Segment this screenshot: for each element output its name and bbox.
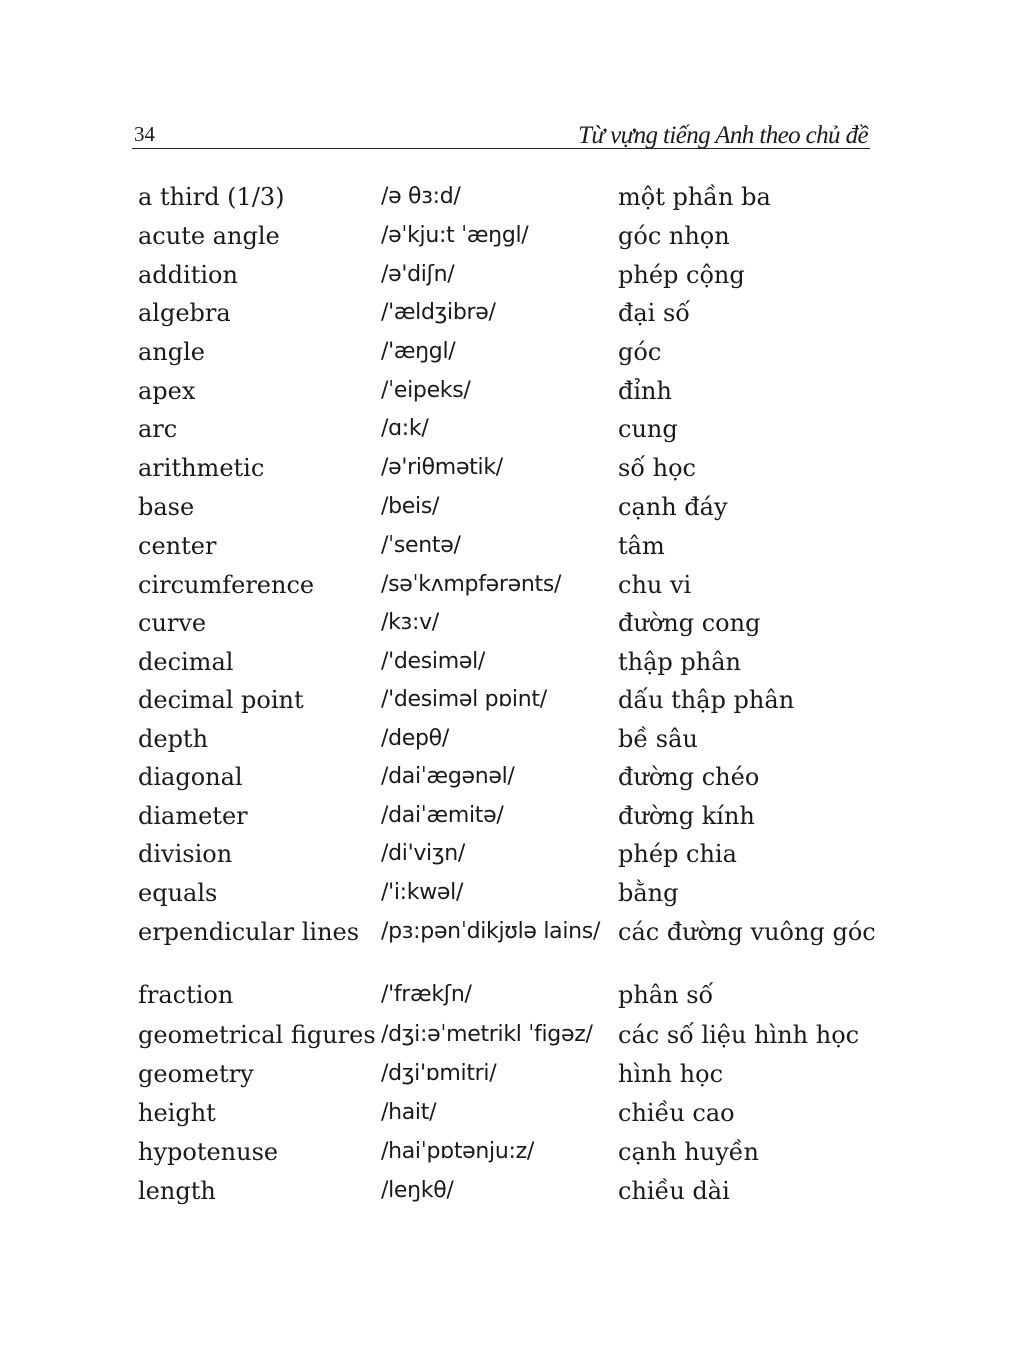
ipa-transcription: /haiˈpɒtənju:z/ — [381, 1139, 534, 1164]
english-term: division — [138, 840, 233, 868]
ipa-transcription: /beis/ — [381, 494, 440, 519]
english-term: depth — [138, 725, 209, 753]
vietnamese-meaning: phép cộng — [618, 261, 745, 289]
ipa-transcription: /ˈsentə/ — [381, 533, 461, 558]
vietnamese-meaning: đường chéo — [618, 763, 760, 791]
vocab-row — [0, 178, 1024, 216]
vocab-row — [0, 976, 1024, 1014]
ipa-transcription: /ə'riθmətik/ — [381, 455, 503, 480]
ipa-transcription: /'desiməl/ — [381, 649, 486, 674]
vietnamese-meaning: bề sâu — [618, 725, 698, 753]
english-term: equals — [138, 879, 218, 907]
english-term: arithmetic — [138, 454, 265, 482]
vietnamese-meaning: đường kính — [618, 802, 755, 830]
vietnamese-meaning: tâm — [618, 532, 665, 560]
vietnamese-meaning: chu vi — [618, 571, 692, 599]
vocab-row — [0, 488, 1024, 526]
vocab-row — [0, 256, 1024, 294]
page-header — [132, 112, 870, 149]
vocab-row — [0, 449, 1024, 487]
english-term: curve — [138, 609, 207, 637]
ipa-transcription: /daiˈæmitə/ — [381, 803, 504, 828]
vietnamese-meaning: bằng — [618, 879, 679, 907]
vietnamese-meaning: thập phân — [618, 648, 741, 676]
english-term: arc — [138, 415, 178, 443]
english-term: apex — [138, 377, 196, 405]
english-term: acute angle — [138, 222, 280, 250]
vocab-row — [0, 372, 1024, 410]
ipa-transcription: /ə θɜ:d/ — [381, 184, 461, 209]
vietnamese-meaning: chiều dài — [618, 1177, 730, 1205]
vocab-row — [0, 410, 1024, 448]
vocab-row — [0, 1133, 1024, 1171]
vocab-row — [0, 874, 1024, 912]
ipa-transcription: /kɜ:v/ — [381, 610, 439, 635]
vietnamese-meaning: góc — [618, 338, 662, 366]
english-term: hypotenuse — [138, 1138, 279, 1166]
vietnamese-meaning: góc nhọn — [618, 222, 730, 250]
vietnamese-meaning: cạnh đáy — [618, 493, 728, 521]
vietnamese-meaning: hình học — [618, 1060, 724, 1088]
vietnamese-meaning: cung — [618, 415, 678, 443]
vietnamese-meaning: phép chia — [618, 840, 737, 868]
ipa-transcription: /leŋkθ/ — [381, 1178, 454, 1203]
vocab-row — [0, 913, 1024, 951]
vietnamese-meaning: phân số — [618, 981, 714, 1009]
ipa-transcription: /dʒi'ɒmitri/ — [381, 1061, 497, 1086]
ipa-transcription: /səˈkʌmpfərənts/ — [381, 572, 562, 597]
vocab-row — [0, 681, 1024, 719]
vietnamese-meaning: số học — [618, 454, 696, 482]
english-term: length — [138, 1177, 216, 1205]
ipa-transcription: /əˈkju:t ˈæŋgl/ — [381, 223, 529, 248]
english-term: geometrical figures — [138, 1021, 376, 1049]
vocab-row — [0, 527, 1024, 565]
vocab-row — [0, 720, 1024, 758]
english-term: erpendicular lines — [138, 918, 360, 946]
vocab-row — [0, 758, 1024, 796]
ipa-transcription: /pɜ:pənˈdikjʊlə lains/ — [381, 919, 601, 944]
vietnamese-meaning: các đường vuông góc — [618, 918, 876, 946]
vietnamese-meaning: dấu thập phân — [618, 686, 795, 714]
vocab-row — [0, 643, 1024, 681]
vocab-row — [0, 1094, 1024, 1132]
english-term: decimal — [138, 648, 234, 676]
vocab-row — [0, 1055, 1024, 1093]
ipa-transcription: /di'viʒn/ — [381, 841, 466, 866]
english-term: fraction — [138, 981, 234, 1009]
vietnamese-meaning: chiều cao — [618, 1099, 735, 1127]
vocab-row — [0, 604, 1024, 642]
vietnamese-meaning: đỉnh — [618, 377, 672, 405]
ipa-transcription: /daiˈægənəl/ — [381, 764, 515, 789]
ipa-transcription: /'ældʒibrə/ — [381, 300, 496, 325]
english-term: circumference — [138, 571, 315, 599]
vietnamese-meaning: một phần ba — [618, 183, 771, 211]
vocab-row — [0, 1016, 1024, 1054]
vocab-row — [0, 333, 1024, 371]
vietnamese-meaning: đường cong — [618, 609, 761, 637]
english-term: geometry — [138, 1060, 254, 1088]
vocab-row — [0, 294, 1024, 332]
ipa-transcription: /depθ/ — [381, 726, 449, 751]
english-term: a third (1/3) — [138, 183, 285, 211]
ipa-transcription: /dʒi:əˈmetrikl ˈfigəz/ — [381, 1022, 593, 1047]
vietnamese-meaning: các số liệu hình học — [618, 1021, 860, 1049]
vocab-row — [0, 1172, 1024, 1210]
vocab-row — [0, 835, 1024, 873]
running-title: Từ vựng tiếng Anh theo chủ đề — [578, 122, 868, 149]
page-number: 34 — [134, 122, 155, 146]
vietnamese-meaning: đại số — [618, 299, 690, 327]
vocab-row — [0, 797, 1024, 835]
english-term: decimal point — [138, 686, 304, 714]
vocab-row — [0, 566, 1024, 604]
ipa-transcription: /ə'diʃn/ — [381, 262, 455, 287]
ipa-transcription: /'i:kwəl/ — [381, 880, 464, 905]
english-term: center — [138, 532, 217, 560]
english-term: angle — [138, 338, 206, 366]
english-term: base — [138, 493, 195, 521]
english-term: height — [138, 1099, 216, 1127]
english-term: diameter — [138, 802, 248, 830]
vietnamese-meaning: cạnh huyền — [618, 1138, 759, 1166]
ipa-transcription: /'frækʃn/ — [381, 982, 472, 1007]
ipa-transcription: /'desiməl pɒint/ — [381, 687, 547, 712]
vocab-row — [0, 217, 1024, 255]
ipa-transcription: /hait/ — [381, 1100, 437, 1125]
ipa-transcription: /'æŋgl/ — [381, 339, 456, 364]
english-term: algebra — [138, 299, 231, 327]
english-term: diagonal — [138, 763, 243, 791]
ipa-transcription: /ɑ:k/ — [381, 416, 429, 441]
english-term: addition — [138, 261, 238, 289]
ipa-transcription: /ˈeipeks/ — [381, 378, 471, 403]
